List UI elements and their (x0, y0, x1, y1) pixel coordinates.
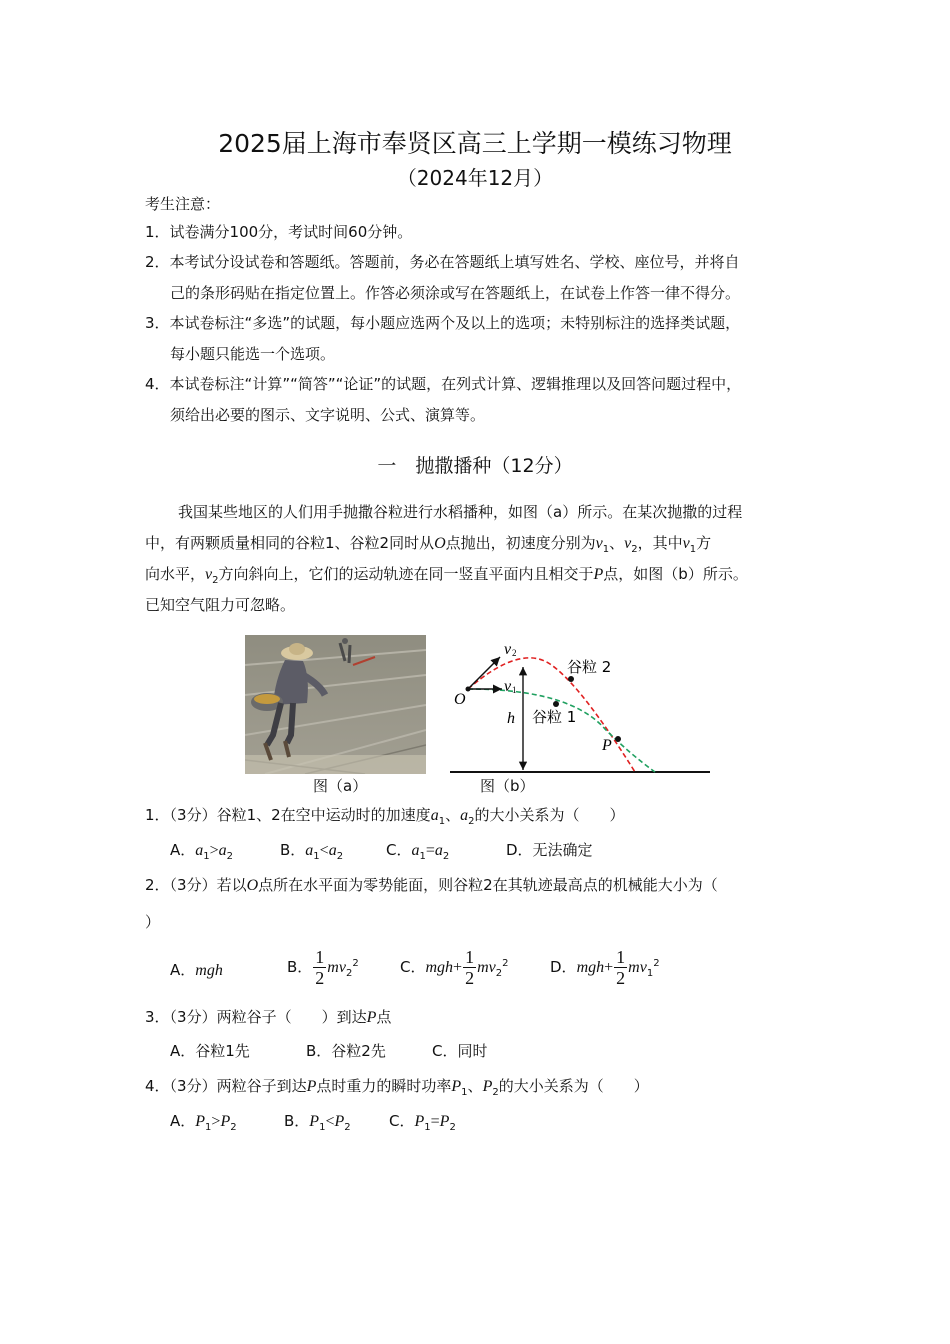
fraction-half: $\frac{1}{2}$ (465, 947, 475, 988)
q3-option-a[interactable]: A．谷粒1先 (170, 1042, 250, 1060)
q1-option-b[interactable]: B．$a_1<a_2$ (280, 841, 344, 862)
intro-line-1: 我国某些地区的人们用手抛撒谷粒进行水稻播种，如图（a）所示。在某次抛撒的过程 (178, 503, 743, 521)
label-v2: v (504, 641, 512, 658)
grain-2-point (568, 676, 574, 682)
grain-1-point (553, 701, 559, 707)
q2-option-b[interactable]: B． $\frac{1}{2}$ $mv_2^2$ (287, 947, 359, 988)
label-O: O (454, 691, 466, 708)
q2-option-d[interactable]: D．mgh+ $\frac{1}{2}$ $mv_1^2$ (550, 947, 660, 988)
notice-item-4: 4．本试卷标注“计算”“简答”“论证”的试题，在列式计算、逻辑推理以及回答问题过程中， (145, 375, 742, 393)
label-P: P (602, 737, 612, 754)
caption-a: 图（a） (313, 777, 368, 795)
q4-option-b[interactable]: B．$P_1<P_2$ (284, 1112, 351, 1133)
q4-option-a[interactable]: A．$P_1>P_2$ (170, 1112, 237, 1133)
question-3: 3．（3分）两粒谷子（ ）到达P点 (145, 1008, 392, 1026)
notice-item-3-cont: 每小题只能选一个选项。 (170, 345, 336, 363)
label-v1: v (504, 678, 512, 695)
q2-option-c[interactable]: C．mgh+ $\frac{1}{2}$ $mv_2^2$ (400, 947, 509, 988)
notice-item-4-cont: 须给出必要的图示、文字说明、公式、演算等。 (170, 406, 486, 424)
trajectory-diagram (440, 634, 720, 779)
v2-arrow (468, 657, 500, 689)
label-v2-sub: 2 (512, 648, 517, 658)
q4-option-c[interactable]: C．$P_1=P_2$ (389, 1112, 456, 1133)
question-2-cont: ） (145, 913, 161, 931)
page-title: 2025届上海市奉贤区高三上学期一模练习物理 (218, 129, 732, 158)
intro-line-4: 已知空气阻力可忽略。 (145, 596, 296, 614)
intro-line-3: 向水平，$v_2$方向斜向上，它们的运动轨迹在同一竖直平面内且相交于P点，如图（b）所示。 (145, 565, 748, 586)
exam-date: （2024年12月） (396, 166, 554, 190)
point-P (615, 736, 621, 742)
label-grain-2: 谷粒 2 (567, 658, 612, 676)
fraction-half: $\frac{1}{2}$ (315, 947, 325, 988)
q3-option-b[interactable]: B．谷粒2先 (306, 1042, 386, 1060)
label-h: h (507, 710, 515, 727)
q1-option-d[interactable]: D．无法确定 (506, 841, 593, 859)
point-O (466, 687, 471, 692)
sowing-photo (245, 635, 426, 774)
notice-item-3: 3．本试卷标注“多选”的试题，每小题应选两个及以上的选项；未特别标注的选择类试题， (145, 314, 741, 332)
label-grain-1: 谷粒 1 (532, 708, 577, 726)
q2-option-a[interactable]: A．mgh (170, 961, 223, 979)
notice-heading: 考生注意： (145, 195, 221, 213)
q3-option-c[interactable]: C．同时 (432, 1042, 488, 1060)
grain-1-trajectory (468, 689, 655, 772)
fraction-half: $\frac{1}{2}$ (616, 947, 626, 988)
question-1: 1．（3分）谷粒1、2在空中运动时的加速度$a_1$、$a_2$的大小关系为（ ） (145, 806, 625, 827)
notice-item-2-cont: 己的条形码贴在指定位置上。作答必须涂或写在答题纸上，在试卷上作答一律不得分。 (170, 284, 741, 302)
label-v1-sub: 1 (512, 685, 517, 695)
caption-b: 图（b） (480, 777, 535, 795)
question-4: 4．（3分）两粒谷子到达P点时重力的瞬时功率$P_1$、$P_2$的大小关系为（ ） (145, 1077, 649, 1098)
question-2: 2．（3分）若以O点所在水平面为零势能面，则谷粒2在其轨迹最高点的机械能大小为（ (145, 876, 718, 894)
notice-item-2: 2．本考试分设试卷和答题纸。答题前，务必在答题纸上填写姓名、学校、座位号，并将自 (145, 253, 740, 271)
notice-item-1: 1．试卷满分100分，考试时间60分钟。 (145, 223, 413, 241)
q1-option-a[interactable]: A．$a_1>a_2$ (170, 841, 234, 862)
section-title: 一 抛撒播种（12分） (377, 455, 573, 477)
intro-line-2: 中，有两颗质量相同的谷粒1、谷粒2同时从O点抛出，初速度分别为$v_1$、$v_2$，其中$v_1$方 (145, 534, 712, 555)
q1-option-c[interactable]: C．$a_1=a_2$ (386, 841, 450, 862)
